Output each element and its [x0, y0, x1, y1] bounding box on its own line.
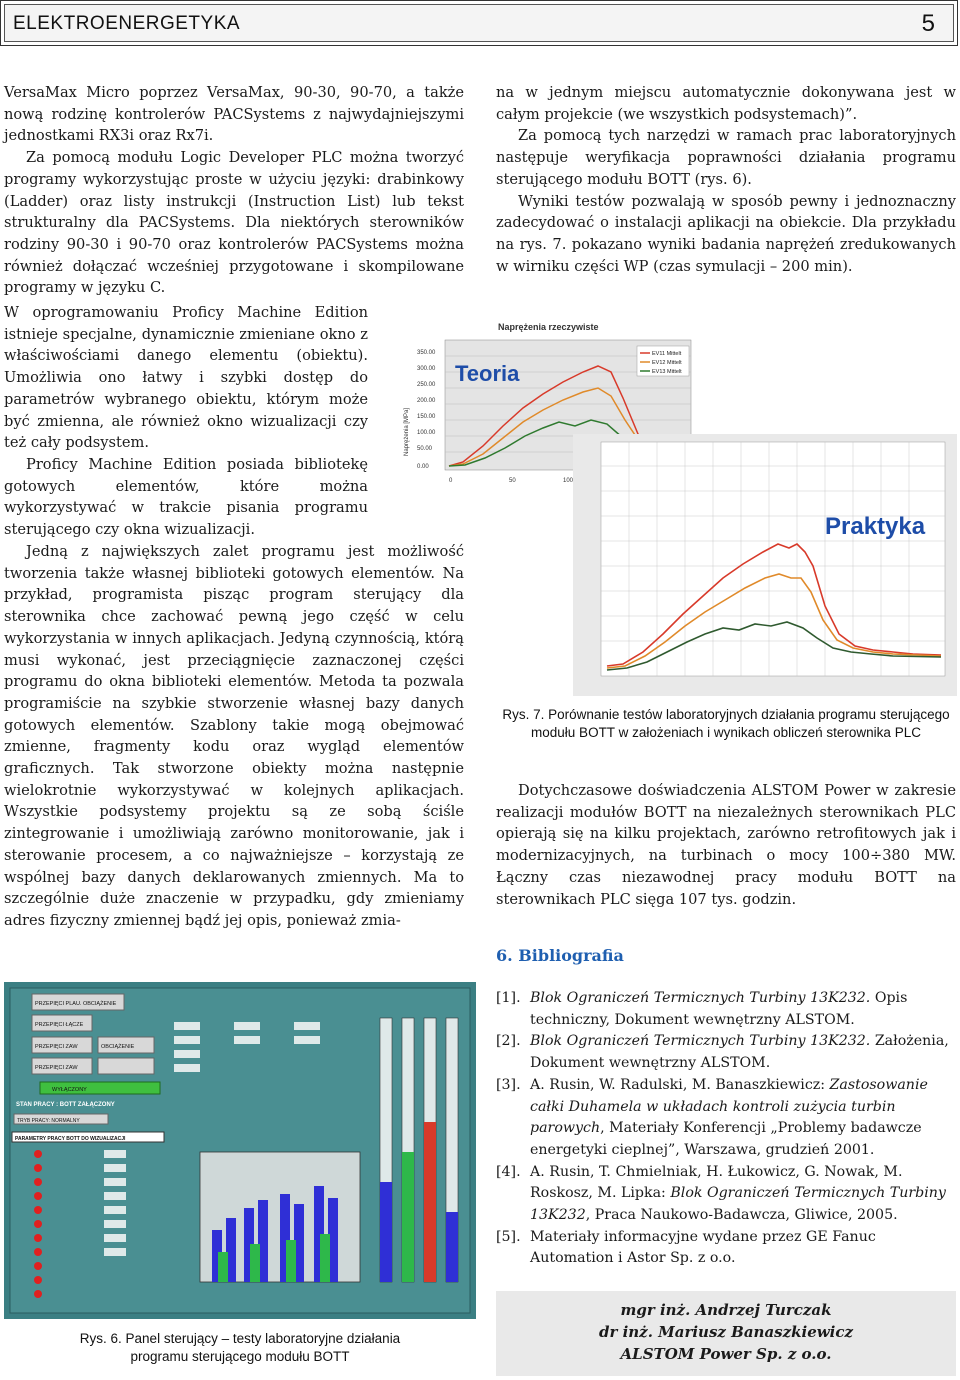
figure-6 — [4, 982, 476, 1319]
legend-entry: EV12 Mittelt — [652, 360, 682, 366]
svg-text:50: 50 — [509, 478, 516, 484]
svg-text:0: 0 — [449, 478, 453, 484]
paragraph: na w jednym miejscu automatycznie dokonywana jest w całym projekcie (we wszystkich podsystemach)”. — [496, 84, 956, 123]
svg-text:200.00: 200.00 — [417, 398, 436, 404]
chart-title: Naprężenia rzeczywiste — [498, 322, 599, 332]
bib-title: Zastosowanie całki Duhamela w układach kontroli zużycia turbin parowych — [530, 1076, 928, 1137]
figure-6-caption-line: Rys. 6. Panel sterujący – testy laboratoryjne działania — [79, 1331, 401, 1346]
svg-text:0.00: 0.00 — [417, 464, 429, 470]
bib-number: [4]. — [496, 1163, 521, 1180]
bib-number: [1]. — [496, 990, 521, 1006]
svg-text:100.00: 100.00 — [417, 430, 436, 436]
section-number: 6. — [496, 946, 513, 965]
right-column-top — [496, 82, 956, 277]
svg-text:300.00: 300.00 — [417, 366, 436, 372]
svg-text:250.00: 250.00 — [417, 382, 436, 388]
figure-7 — [393, 316, 959, 696]
bib-number: [2]. — [496, 1033, 521, 1050]
paragraph: Proficy Machine Edition posiada bibliotekę gotowych elementów, które można wykorzystywać w trakcie pisania programu sterującego czy okna wizualizacji. — [4, 455, 368, 539]
paragraph: Jedną z największych zalet programu jest możliwość tworzenia także własnej biblioteki gotowych elementów. Na przykład, programista pisząc program sterujący dla sterownika chce zachować pewną jego część w celu wykorzystania w innych aplikacjach. Jedyną czynnością, którą musi wykonać, jest przeciągnięcie zaznaczonej części programu do okna biblioteki elementów. Metoda ta pozwala programiście na szybkie stworzenie własnej bazy danych gotowych elementów. Szablony takie mogą obejmować zmienne, fragmenty kodu oraz wygląd elementów graficznych. Tak stworzone obiekty można następnie wielokrotnie wykorzystywać w kolejnych aplikacjach. Wszystkie podsystemy projektu są ze sobą ściśle zintegrowanie i umożliwiają zarówno monitorowanie, jak i sterowanie procesem, a co najważniejsze – korzystają ze wspólnej bazy danych deklarowanych zmiennych. Ma to szczególnie duże znaczenie w przypadku, gdy zmieniamy adres fizyczny zmiennej bądź jej opis, ponieważ zmia- — [4, 543, 464, 929]
status-button-label: WYŁĄCZONY — [52, 1087, 87, 1093]
author-line: mgr inż. Andrzej Turczak — [620, 1301, 832, 1319]
figure-6-caption — [4, 1330, 476, 1366]
paragraph: Za pomocą modułu Logic Developer PLC można tworzyć programy wykorzystując proste w użyciu języki: drabinkowy (Ladder) oraz listy instrukcji (Instruction List) lub tekst strukturalny dla PACSystems. Dla niektórych sterowników rodziny 90-30 i 90-70 oraz kontrolerów PACSystems można również dołączać wcześniej przygotowane i skompilowane programy w języku C. — [4, 149, 464, 297]
y-axis-label: Naprężenia [MPa] — [404, 407, 410, 456]
panel-button-label: PRZEPIĘCI ZAW — [35, 1065, 78, 1071]
bib-entry — [496, 1227, 956, 1270]
bib-number: [5]. — [496, 1228, 521, 1245]
svg-text:50.00: 50.00 — [417, 446, 433, 452]
left-column-narrow — [4, 302, 368, 541]
journal-title: ELEKTROENERGETYKA — [13, 13, 241, 34]
left-column-top — [4, 82, 464, 299]
legend-entry: EV13 Mittelt — [652, 369, 682, 375]
practice-label: Praktyka — [825, 513, 926, 540]
bib-title: Blok Ograniczeń Termicznych Turbiny 13K232. — [530, 1033, 871, 1050]
paragraph: Za pomocą tych narzędzi w ramach prac laboratoryjnych następuje weryfikacja poprawności działania programu sterującego modułu BOTT (rys. 6). — [496, 127, 956, 188]
bib-title: Blok Ograniczeń Termicznych Turbiny 13K232 — [530, 1185, 946, 1224]
author-affiliation: ALSTOM Power Sp. z o.o. — [620, 1345, 832, 1363]
bib-details: Materiały informacyjne wydane przez GE Fanuc Automation i Astor Sp. z o.o. — [530, 1228, 876, 1267]
panel-button[interactable] — [98, 1058, 154, 1074]
svg-text:100: 100 — [563, 478, 574, 484]
bib-number: [3]. — [496, 1076, 521, 1093]
panel-button-label: PRZEPIĘCI ŁĄCZE — [35, 1022, 84, 1028]
page-header — [0, 0, 958, 46]
figure-6-caption-line: programu sterującego modułu BOTT — [130, 1349, 350, 1364]
legend-entry: EV11 Mittelt — [652, 351, 682, 357]
right-column-after-figure — [496, 780, 956, 910]
state-label: STAN PRACY : BOTT ZAŁĄCZONY — [16, 1102, 115, 1108]
bib-details: , Materiały Konferencji „Problemy badawcze energetyki cieplnej”, Warszawa, grudzień 2001. — [530, 1120, 922, 1158]
bib-authors: A. Rusin, T. Chmielniak, H. Łukowicz, G. Nowak, M. Roskosz, M. Lipka: — [530, 1163, 903, 1202]
author-line: dr inż. Mariusz Banaszkiewicz — [598, 1323, 854, 1341]
paragraph: W oprogramowaniu Proficy Machine Edition istnieje specjalne, dynamicznie zmieniane okno z właściwościami danego elementu (obiektu). Umożliwia ono łatwy i szybki dostęp do parametrów wybranego obiektu, którym może być zmienna, ale również okno wizualizacji czy też cały podsystem. — [4, 304, 368, 452]
bibliography — [496, 988, 956, 1270]
bib-details: Opis techniczny, Dokument wewnętrzny ALSTOM. — [530, 990, 908, 1028]
panel-button-label: OBCIĄŻENIE — [101, 1044, 135, 1050]
legend — [637, 346, 689, 376]
paragraph: Dotychczasowe doświadczenia ALSTOM Power w zakresie realizacji modułów BOTT na niezależnych sterownikach PLC opierają się na kilku projektach, zarówno retrofitowych jak i modernizacyjnych, na turbinach o mocy 100÷380 MW. Łączny czas niezawodnej pracy modułu BOTT na sterownikach PLC sięga 107 tys. godzin. — [496, 782, 956, 908]
bib-entry — [496, 1031, 956, 1074]
theory-label: Teoria — [455, 361, 520, 386]
paragraph: VersaMax Micro poprzez VersaMax, 90-30, 90-70, a także nową rodzinę kontrolerów PACSystems z najwydajniejszymi jednostkami RX3i oraz Rx7i. — [4, 84, 464, 145]
bib-entry — [496, 1075, 956, 1162]
panel-button-label: PRZEPIĘCI PLAU. OBCIĄŻENIE — [35, 1001, 117, 1007]
control-panel-graphic — [4, 982, 476, 1319]
authors-box — [496, 1291, 956, 1376]
figure-7-graphic — [393, 316, 959, 696]
bib-title: Blok Ograniczeń Termicznych Turbiny 13K232. — [530, 990, 871, 1006]
svg-text:350.00: 350.00 — [417, 350, 436, 356]
bib-entry — [496, 1162, 956, 1227]
bib-details: , Praca Naukowo-Badawcza, Gliwice, 2005. — [585, 1207, 898, 1224]
bib-entry — [496, 988, 956, 1031]
panel-button-label: PRZEPIĘCI ZAW — [35, 1044, 78, 1050]
page-number: 5 — [921, 10, 935, 37]
mode-label: TRYB PRACY: NORMALNY — [17, 1118, 80, 1124]
paragraph: Wyniki testów pozwalają w sposób pewny i jednoznaczny zadecydować o instalacji aplikacji na obiekcie. Dla przykładu na rys. 7. pokazano wyniki badania naprężeń zredukowanych w wirniku części WP (czas symulacji – 200 min). — [496, 192, 956, 275]
bib-details: Założenia, Dokument wewnętrzny ALSTOM. — [530, 1033, 949, 1072]
bib-authors: A. Rusin, W. Radulski, M. Banaszkiewicz: — [530, 1076, 830, 1093]
figure-7-caption: Rys. 7. Porównanie testów laboratoryjnych działania programu sterującego modułu BOTT w założeniach i wynikach obliczeń sterownika PLC — [502, 707, 950, 740]
section-title: Bibliografia — [518, 946, 624, 965]
svg-text:150.00: 150.00 — [417, 414, 436, 420]
section-heading — [496, 946, 624, 965]
params-label: PARAMETRY PRACY BOTT DO WIZUALIZACJI — [15, 1136, 126, 1142]
